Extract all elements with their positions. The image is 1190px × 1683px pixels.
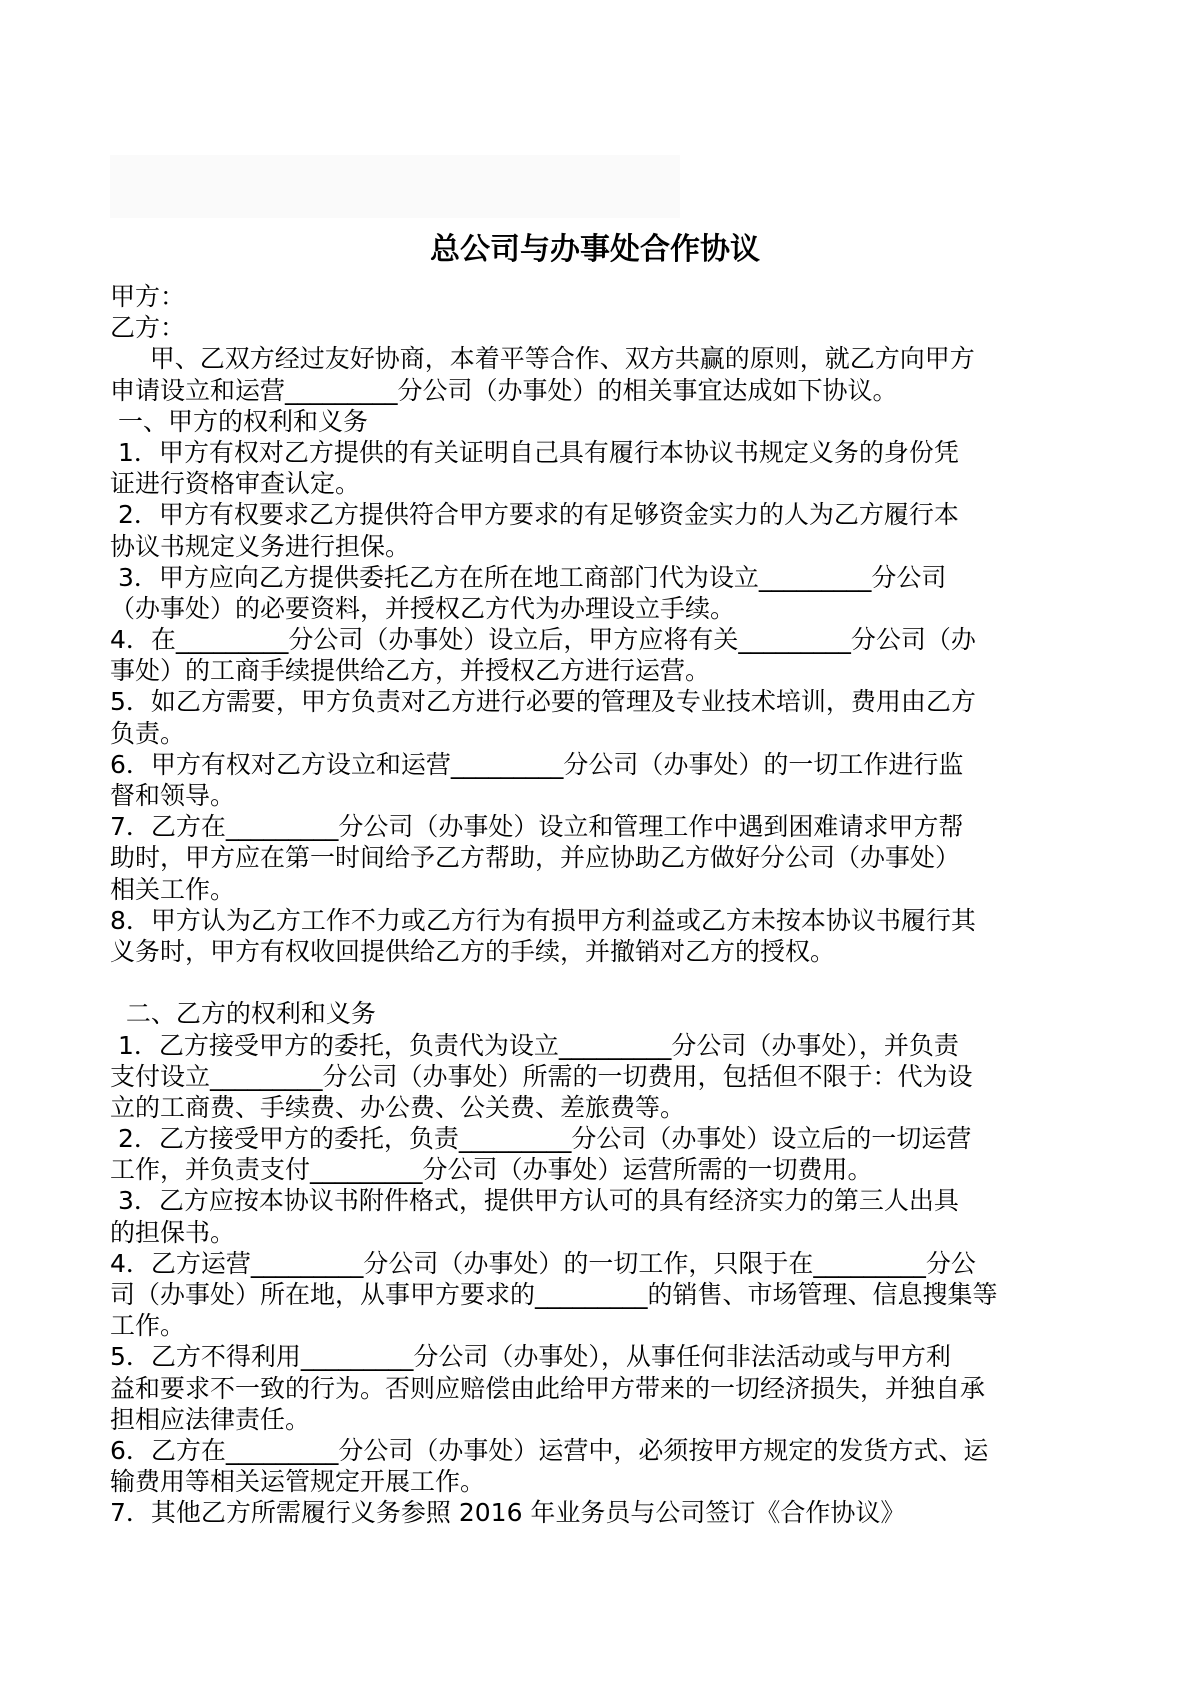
body-line: 助时，甲方应在第一时间给予乙方帮助，并应协助乙方做好分公司（办事处） <box>110 843 961 873</box>
body-line: 义务时，甲方有权收回提供给乙方的手续，并撤销对乙方的授权。 <box>110 936 836 966</box>
body-line: 乙方： <box>110 313 186 343</box>
body-line: 相关工作。 <box>110 874 236 904</box>
body-line: 证进行资格审查认定。 <box>110 469 361 499</box>
body-line: 立的工商费、手续费、办公费、公关费、差旅费等。 <box>110 1092 686 1122</box>
body-line: 事处）的工商手续提供给乙方，并授权乙方进行运营。 <box>110 656 711 686</box>
body-line: 负责。 <box>110 718 186 748</box>
body-line: 8．甲方认为乙方工作不力或乙方行为有损甲方利益或乙方未按本协议书履行其 <box>110 905 976 935</box>
body-line: 2．乙方接受甲方的委托，负责_________分公司（办事处）设立后的一切运营 <box>110 1124 972 1154</box>
body-line: 司（办事处）所在地，从事甲方要求的_________的销售、市场管理、信息搜集等 <box>110 1280 998 1309</box>
body-line: 输费用等相关运管规定开展工作。 <box>110 1467 486 1497</box>
body-line: 申请设立和运营_________分公司（办事处）的相关事宜达成如下协议。 <box>110 375 898 405</box>
blank-line <box>110 967 1090 998</box>
body-line: 甲、乙双方经过友好协商，本着平等合作、双方共赢的原则，就乙方向甲方 <box>110 344 975 374</box>
section-heading: 二、乙方的权利和义务 <box>110 999 376 1029</box>
document-body <box>110 281 1090 1529</box>
body-line: 3．甲方应向乙方提供委托乙方在所在地工商部门代为设立_________分公司 <box>110 562 947 592</box>
document-title: 总公司与办事处合作协议 <box>430 232 760 267</box>
body-line: 督和领导。 <box>110 781 236 810</box>
body-line: 6．甲方有权对乙方设立和运营_________分公司（办事处）的一切工作进行监 <box>110 749 964 779</box>
body-line: 4．在_________分公司（办事处）设立后，甲方应将有关_________分公司（办 <box>110 625 976 655</box>
body-line: 7．其他乙方所需履行义务参照 2016 年业务员与公司签订《合作协议》 <box>110 1498 906 1528</box>
body-line: 6．乙方在_________分公司（办事处）运营中，必须按甲方规定的发货方式、运 <box>110 1435 989 1465</box>
body-line: 担相应法律责任。 <box>110 1404 311 1434</box>
body-line: 益和要求不一致的行为。否则应赔偿由此给甲方带来的一切经济损失，并独自承 <box>110 1373 986 1403</box>
body-line: 工作。 <box>110 1311 186 1341</box>
body-line: 甲方： <box>110 282 186 311</box>
body-line: 1．乙方接受甲方的委托，负责代为设立_________分公司（办事处），并负责 <box>110 1030 959 1060</box>
section-heading: 一、甲方的权利和义务 <box>110 406 368 436</box>
body-line: 协议书规定义务进行担保。 <box>110 531 411 561</box>
body-line: 的担保书。 <box>110 1217 236 1247</box>
body-line: 2．甲方有权要求乙方提供符合甲方要求的有足够资金实力的人为乙方履行本 <box>110 500 959 530</box>
header-placeholder-bar <box>110 155 680 218</box>
body-line: 支付设立_________分公司（办事处）所需的一切费用，包括但不限于：代为设 <box>110 1061 973 1091</box>
body-line: 3．乙方应按本协议书附件格式，提供甲方认可的具有经济实力的第三人出具 <box>110 1186 959 1216</box>
body-line: 5．如乙方需要，甲方负责对乙方进行必要的管理及专业技术培训，费用由乙方 <box>110 687 976 717</box>
body-line: （办事处）的必要资料，并授权乙方代为办理设立手续。 <box>110 593 736 623</box>
body-line: 7．乙方在_________分公司（办事处）设立和管理工作中遇到困难请求甲方帮 <box>110 812 964 842</box>
body-line: 5．乙方不得利用_________分公司（办事处），从事任何非法活动或与甲方利 <box>110 1342 951 1372</box>
body-line: 4．乙方运营_________分公司（办事处）的一切工作，只限于在_________分公 <box>110 1248 976 1278</box>
body-line: 1．甲方有权对乙方提供的有关证明自己具有履行本协议书规定义务的身份凭 <box>110 437 959 467</box>
body-line: 工作，并负责支付_________分公司（办事处）运营所需的一切费用。 <box>110 1155 873 1185</box>
